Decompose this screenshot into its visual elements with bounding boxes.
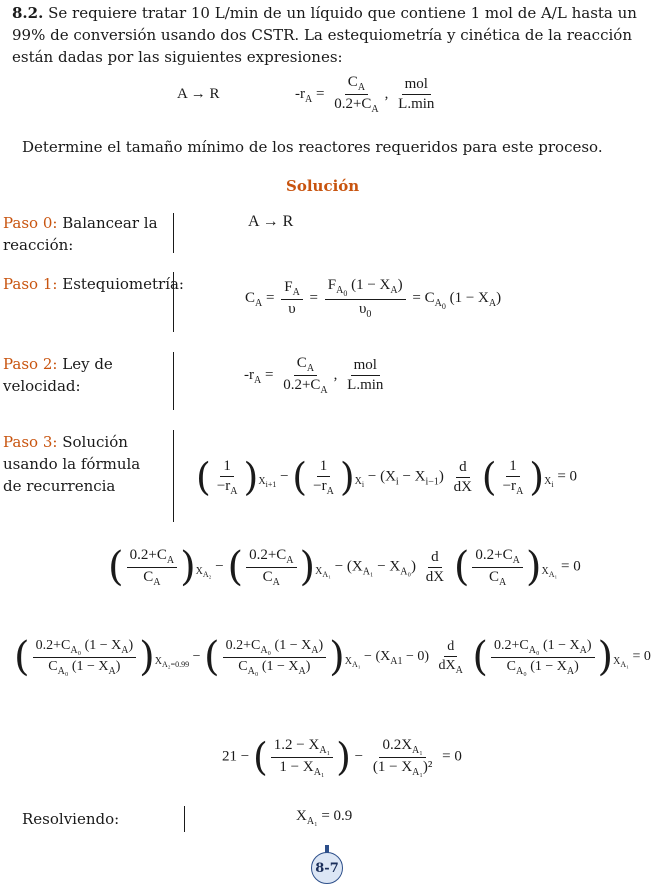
divider-bar — [184, 806, 185, 832]
simplified-equation: 21 − ( $\frac{1.2 - X_{A_1}}{1 - X_{A_1}}$ ) − $\frac{0.2X_{A_1}}{(1 - X_{A_1})^2}$ = 0 — [222, 735, 462, 779]
step-0-equation: A → R — [248, 213, 294, 230]
recurrence-formula: ( $\frac{1}{-r_A}$ )$_{X_{i+1}}$ − ( $\frac{1}{-r_A}$ )$_{X_i} - (X_i - X_{i-1})$ $\frac{d}{dX}$ ( $\frac{1}{-r_A}$ )$_{X_i} = 0$ — [196, 455, 578, 499]
solution-title: Solución — [286, 177, 360, 195]
recurrence-equation-2: ( $\frac{0.2+C_A}{C_A}$ )$_{X_{A_2}}$ − ( $\frac{0.2+C_A}{C_A}$ )$_{X_{A_1}} - (X_{A_1} - X_{A_0})$ $\frac{d}{dX}$ ( $\frac{0.2+C_A}{C_A}$ )$_{X_{A_1}} = 0$ — [108, 544, 581, 590]
resolving-label: Resolviendo: — [22, 810, 120, 828]
rate-law-statement: $-r_A$ = $\frac{C_A}{0.2+C_A}$ , $\frac{\text{mol}}{L.\min}$ — [295, 74, 435, 115]
page-number-badge — [311, 852, 343, 884]
page-number: 8-7 — [315, 860, 339, 876]
divider-bar — [173, 430, 174, 522]
result-equation: $X_{A_1} = 0.9$ — [296, 808, 353, 827]
step-2-label: Paso 2: Ley de velocidad: — [3, 355, 113, 395]
step-0-label: Paso 0: Balancear la reacción: — [3, 214, 158, 254]
reaction-equation: A → R — [177, 86, 220, 102]
stoichiometry-equation: $C_A$ = $\frac{F_A}{\upsilon}$ = $\frac{F_{A_0} (1 - X_A)}{\upsilon_0}$ = $C_{A_0}$ $(1 - X_A)$ — [245, 277, 502, 320]
rate-law-equation: $-r_A$ = $\frac{C_A}{0.2+C_A}$ , $\frac{\text{mol}}{L.\min}$ — [244, 355, 384, 396]
divider-bar — [173, 272, 174, 332]
question-text: Determine el tamaño mínimo de los reactores requeridos para este proceso. — [22, 138, 603, 156]
recurrence-equation-3: ( $\frac{0.2+C_{A_0} (1 - X_A)}{C_{A_0} (1 - X_A)}$ )$_{X_{A_2=0.99}}$ − ( $\frac{0.2+C_{A_0} (1 - X_A)}{C_{A_0} (1 - X_A)}$ )$_{X_{A_1}} - (X_{A1} - 0)$ $\frac{d}{dX_A}$ ( $\frac{0.2+C_{A_0} (1 - X_A)}{C_{A_0} (1 - X_A)}$ )$_{X_{A_1}} = 0$ — [14, 634, 651, 680]
problem-statement — [12, 2, 638, 68]
problem-number: 8.2. — [12, 4, 44, 22]
divider-bar — [173, 352, 174, 410]
problem-text: Se requiere tratar 10 L/min de un líquido que contiene 1 mol de A/L hasta un 99% de conversión usando dos CSTR. La estequiometría y cinética de la reacción están dadas por las siguientes expresiones: — [12, 4, 637, 66]
divider-bar — [173, 213, 174, 253]
step-3-label: Paso 3: Solución usando la fórmula de recurrencia — [3, 433, 141, 495]
step-1-label: Paso 1: Estequiometría: — [3, 275, 184, 293]
